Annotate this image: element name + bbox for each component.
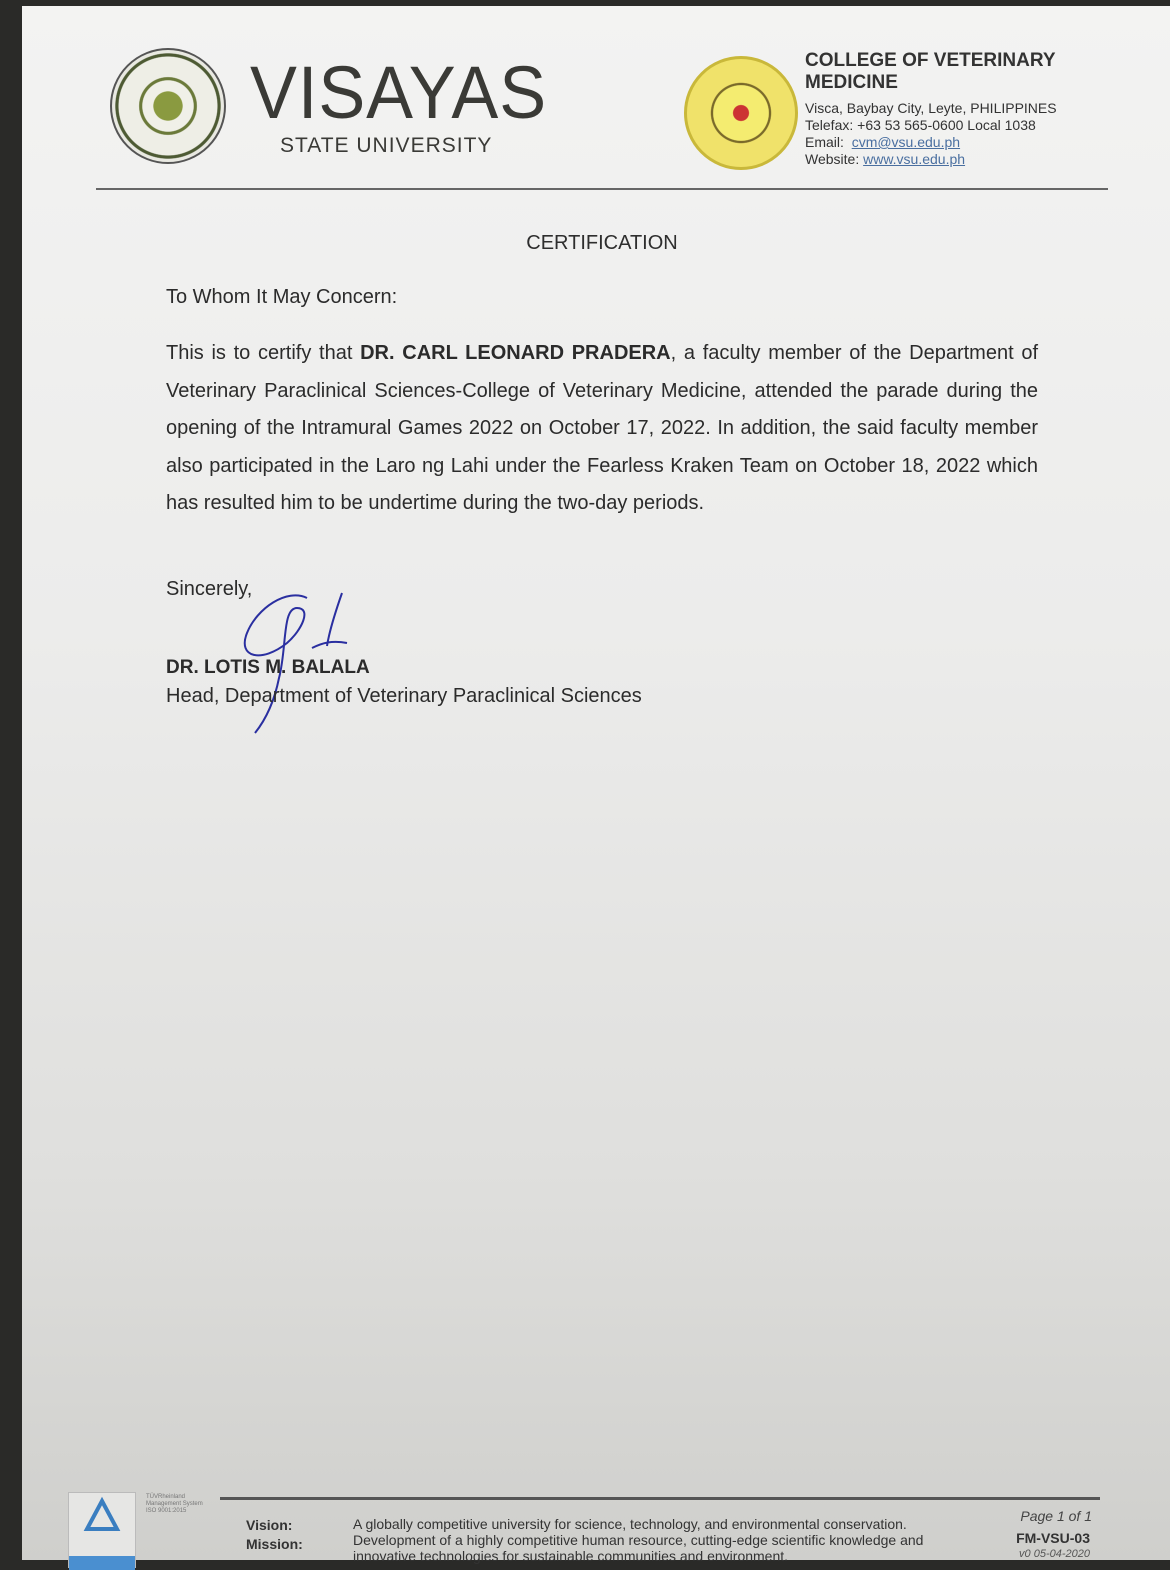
email-label: Email: — [805, 134, 844, 150]
university-seal-logo — [110, 48, 226, 164]
college-name: COLLEGE OF VETERINARY MEDICINE — [805, 50, 1056, 93]
header-divider — [96, 188, 1108, 190]
body-text: , a faculty member of the Department of Veterinary Paraclinical Sciences-College of Veterinary Medicine, attended the parade during the opening of the Intramural Games 2022 on October 17, 2022. In addition, the said faculty member also participated in the Laro ng Lahi under the Fearless Kraken Team on October 18, 2022 which has resulted him to be undertime during the two-day periods. — [166, 342, 1038, 514]
website-link[interactable]: www.vsu.edu.ph — [863, 151, 966, 167]
badge-text: TÜVRheinland Management System ISO 9001:2015 — [146, 1494, 203, 1514]
form-version: v0 05-04-2020 — [1019, 1548, 1090, 1560]
college-seal-logo — [684, 56, 798, 170]
mission-text: Development of a highly competitive human resource, cutting-edge scientific knowledge and innovative technologies for sustainable communities and environment. — [353, 1532, 924, 1564]
salutation: To Whom It May Concern: — [166, 286, 398, 308]
closing: Sincerely, — [166, 578, 253, 600]
vision-mission-text — [353, 1516, 978, 1564]
vision-mission-labels — [246, 1516, 303, 1554]
signer-name: DR. LOTIS M. BALALA — [166, 657, 370, 678]
address: Visca, Baybay City, Leyte, PHILIPPINES — [805, 100, 1057, 116]
mission-label: Mission: — [246, 1536, 303, 1552]
footer-divider — [220, 1497, 1100, 1500]
document-title: CERTIFICATION — [526, 232, 678, 254]
university-name: VISAYAS — [250, 51, 548, 134]
college-contact — [805, 100, 1057, 168]
telefax: Telefax: +63 53 565-0600 Local 1038 — [805, 117, 1036, 133]
form-code: FM-VSU-03 — [1016, 1530, 1090, 1546]
certified-person-name: DR. CARL LEONARD PRADERA — [360, 342, 671, 364]
vision-label: Vision: — [246, 1517, 293, 1533]
email-link[interactable]: cvm@vsu.edu.ph — [851, 134, 961, 150]
signer-position: Head, Department of Veterinary Paraclinical Sciences — [166, 685, 642, 707]
certification-badge — [68, 1492, 136, 1568]
tuv-triangle-icon — [69, 1493, 135, 1543]
body-text: This is to certify that — [166, 342, 361, 364]
vision-text: A globally competitive university for science, technology, and environmental conservation. — [353, 1516, 907, 1532]
website-label: Website: — [805, 151, 860, 167]
page-number: Page 1 of 1 — [1020, 1508, 1092, 1524]
university-subname: STATE UNIVERSITY — [280, 134, 493, 157]
document-page — [22, 6, 1170, 1564]
letter-body — [166, 335, 1038, 523]
